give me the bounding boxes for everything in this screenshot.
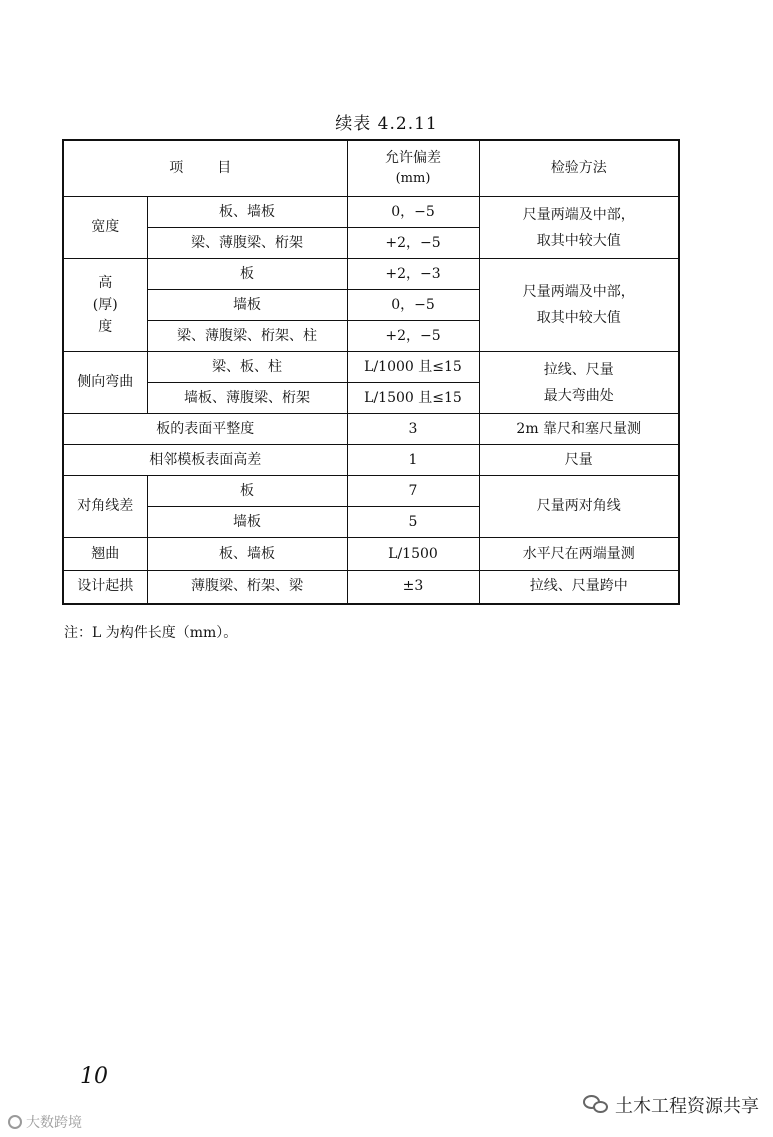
- tolerance-table: [62, 139, 680, 605]
- deviation-value: 0，−5: [347, 197, 479, 228]
- sub-item: 梁、板、柱: [147, 352, 347, 383]
- method-cell: 拉线、尺量跨中: [479, 571, 679, 604]
- method-cell: 2m 靠尺和塞尺量测: [479, 414, 679, 445]
- sub-item: 墙板: [147, 507, 347, 538]
- row-label-camber: 设计起拱: [63, 571, 147, 604]
- table-note: 注：L 为构件长度（mm）。: [64, 625, 238, 641]
- method-cell: 尺量: [479, 445, 679, 476]
- sub-item: 薄腹梁、桁架、梁: [147, 571, 347, 604]
- deviation-value: L/1500 且≤15: [347, 383, 479, 414]
- deviation-value: +2，−5: [347, 321, 479, 352]
- method-line: 尺量两端及中部，: [522, 284, 635, 300]
- sub-item: 梁、薄腹梁、桁架、柱: [147, 321, 347, 352]
- method-line: 取其中较大值: [536, 232, 621, 249]
- sub-item: 板、墙板: [147, 197, 347, 228]
- row-label-warp: 翘曲: [63, 538, 147, 571]
- table-row: [63, 538, 679, 571]
- table-row: [63, 476, 679, 507]
- table-row: [63, 259, 679, 290]
- header-deviation-label: 允许偏差: [385, 150, 441, 167]
- method-cell: [479, 259, 679, 352]
- table-row: [63, 445, 679, 476]
- method-line: 最大弯曲处: [543, 387, 614, 404]
- deviation-value: 3: [347, 414, 479, 445]
- table-row: [63, 197, 679, 228]
- row-label-flatness: 板的表面平整度: [63, 414, 347, 445]
- method-line: 尺量两端及中部，: [522, 206, 635, 223]
- row-label-width: 宽度: [63, 197, 147, 259]
- sub-item: 墙板、薄腹梁、桁架: [147, 383, 347, 414]
- watermark-logo-icon: [8, 1115, 22, 1129]
- method-cell: 尺量两对角线: [479, 476, 679, 538]
- method-cell: 水平尺在两端量测: [479, 538, 679, 571]
- deviation-value: 7: [347, 476, 479, 507]
- deviation-value: +2，−3: [347, 259, 479, 290]
- row-label-adjacent: 相邻模板表面高差: [63, 445, 347, 476]
- table-row: [63, 571, 679, 604]
- header-deviation: [347, 140, 479, 197]
- method-line: 拉线、尺量: [543, 361, 614, 378]
- deviation-value: L/1000 且≤15: [347, 352, 479, 383]
- sub-item: 板: [147, 476, 347, 507]
- row-label-height: [63, 259, 147, 352]
- watermark-left: [8, 1112, 82, 1132]
- table-header-row: [63, 140, 679, 197]
- method-cell: [479, 197, 679, 259]
- sub-item: 板、墙板: [147, 538, 347, 571]
- watermark-right-text: 土木工程资源共享: [615, 1096, 759, 1117]
- header-item: 项 目: [63, 140, 347, 197]
- table-row: [63, 352, 679, 383]
- method-cell: [479, 352, 679, 414]
- sub-item: 墙板: [147, 290, 347, 321]
- table-row: [63, 414, 679, 445]
- method-line: 取其中较大值: [536, 310, 621, 326]
- deviation-value: L/1500: [347, 538, 479, 571]
- label-line: (厚): [92, 297, 118, 313]
- label-line: 度: [98, 319, 113, 335]
- header-deviation-unit: (mm): [395, 171, 431, 187]
- watermark-left-text: 大数跨境: [26, 1115, 82, 1131]
- row-label-diagonal: 对角线差: [63, 476, 147, 538]
- watermark-right: [583, 1092, 759, 1118]
- deviation-value: ±3: [347, 571, 479, 604]
- sub-item: 梁、薄腹梁、桁架: [147, 228, 347, 259]
- header-method: 检验方法: [479, 140, 679, 197]
- deviation-value: +2，−5: [347, 228, 479, 259]
- deviation-value: 1: [347, 445, 479, 476]
- deviation-value: 0，−5: [347, 290, 479, 321]
- row-label-lateral: 侧向弯曲: [63, 352, 147, 414]
- label-line: 高: [98, 275, 113, 291]
- sub-item: 板: [147, 259, 347, 290]
- deviation-value: 5: [347, 507, 479, 538]
- wechat-icon: [583, 1095, 609, 1115]
- page-number: 10: [80, 1064, 108, 1089]
- table-title: 续表 4.2.11: [335, 114, 438, 134]
